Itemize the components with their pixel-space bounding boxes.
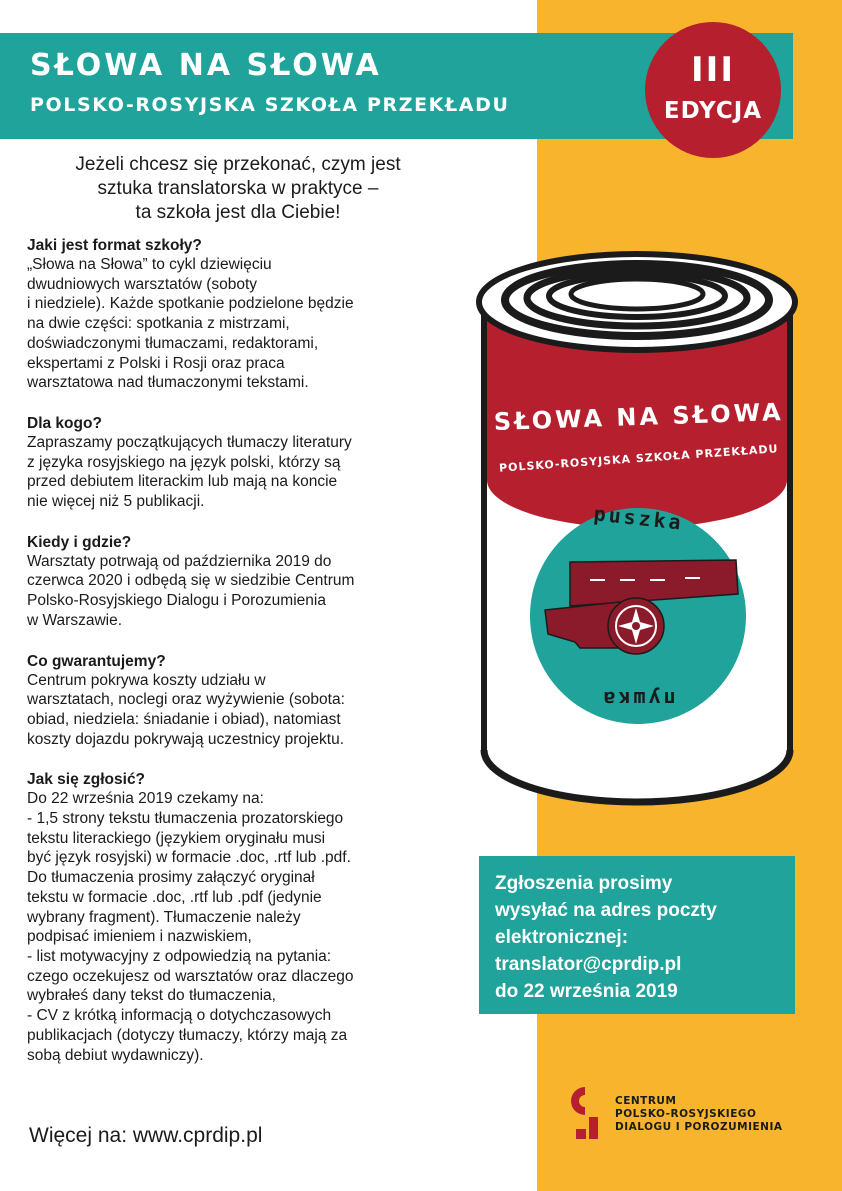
section-line: być język rosyjski) w formacie .doc, .rtf lub .pdf.	[27, 849, 351, 867]
section-when-where	[27, 533, 447, 631]
page-title: SŁOWA NA SŁOWA	[30, 48, 382, 83]
cprdip-logo-icon	[565, 1083, 609, 1143]
more-info-link[interactable]: Więcej na: www.cprdip.pl	[29, 1124, 263, 1147]
page-subtitle: POLSKO-ROSYJSKA SZKOŁA PRZEKŁADU	[30, 94, 510, 116]
section-line: Polsko-Rosyjskiego Dialogu i Porozumienia	[27, 592, 326, 610]
section-line: z języka rosyjskiego na język polski, którzy są	[27, 453, 341, 471]
section-line: czerwca 2020 i odbędą się w siedzibie Centrum	[27, 572, 355, 590]
section-line: publikacjach (dotyczy tłumaczy, którzy mają za	[27, 1026, 348, 1044]
section-line: - 1,5 strony tekstu tłumaczenia prozatorskiego	[27, 810, 344, 828]
intro-line: Jeżeli chcesz się przekonać, czym jest	[75, 154, 401, 175]
section-line: warsztatowa nad tłumaczonymi tekstami.	[27, 374, 309, 392]
intro-line: ta szkoła jest dla Ciebie!	[135, 202, 341, 223]
section-line: Warsztaty potrwają od października 2019 do	[27, 552, 332, 570]
section-line: wybrany fragment). Tłumaczenie należy	[27, 908, 301, 926]
section-line: nie więcej niż 5 publikacji.	[27, 493, 205, 511]
edition-number: III	[691, 50, 735, 90]
section-format	[27, 236, 447, 393]
section-line: dwudniowych warsztatów (soboty	[27, 275, 258, 293]
section-heading: Kiedy i gdzie?	[27, 533, 132, 551]
contact-line: Zgłoszenia prosimy	[495, 873, 673, 894]
section-line: Centrum pokrywa koszty udziału w	[27, 671, 266, 689]
section-line: obiad, niedziela: śniadanie i obiad), natomiast	[27, 710, 341, 728]
contact-line: elektronicznej:	[495, 927, 629, 948]
section-heading: Co gwarantujemy?	[27, 652, 166, 670]
can-label-title: SŁOWA NA SŁOWA	[493, 397, 785, 437]
section-line: - CV z krótką informacją o dotychczasowych	[27, 1007, 332, 1025]
section-line: koszty dojazdu pokrywają uczestnicy projektu.	[27, 730, 345, 748]
section-line: przed debiutem literackim lub mają na koncie	[27, 473, 338, 491]
section-heading: Jak się zgłosić?	[27, 771, 146, 789]
edition-badge	[645, 22, 781, 158]
can-label-subtitle: POLSKO-ROSYJSKA SZKOŁA PRZEKŁADU	[498, 442, 779, 475]
can-illustration	[470, 250, 810, 810]
section-audience	[27, 414, 447, 512]
section-line: warsztatach, noclegi oraz wyżywienie (sobota:	[27, 691, 345, 709]
section-line: czego oczekujesz od warsztatów oraz dlaczego	[27, 967, 354, 985]
intro-text	[28, 153, 448, 225]
logo-text	[615, 1095, 782, 1134]
section-heading: Dla kogo?	[27, 414, 102, 432]
contact-box	[479, 856, 795, 1014]
section-line: tekstu w formacie .doc, .rtf lub .pdf (jedynie	[27, 888, 322, 906]
section-line: „Słowa na Słowa” to cykl dziewięciu	[27, 256, 272, 273]
intro-line: sztuka translatorska w praktyce –	[97, 178, 379, 199]
section-guarantees	[27, 652, 447, 750]
section-how-to-apply	[27, 770, 447, 1065]
logo-line: CENTRUM	[615, 1095, 677, 1107]
section-line: ekspertami z Polski i Rosji oraz praca	[27, 354, 285, 372]
section-line: - list motywacyjny z odpowiedzią na pytania:	[27, 947, 332, 965]
logo-line: DIALOGU I POROZUMIENIA	[615, 1121, 783, 1133]
contact-email-link[interactable]: translator@cprdip.pl	[495, 954, 682, 975]
section-line: Zapraszamy początkujących tłumaczy literatury	[27, 433, 352, 451]
can-word-top: puszka	[592, 501, 685, 535]
contact-deadline: do 22 września 2019	[495, 981, 678, 1002]
logo-line: POLSKO-ROSYJSKIEGO	[615, 1108, 757, 1120]
edition-word: EDYCJA	[663, 98, 763, 124]
info-sections	[27, 236, 447, 1086]
section-line: na dwie części: spotkania z mistrzami,	[27, 315, 290, 333]
contact-line: wysyłać na adres poczty	[495, 900, 717, 921]
section-line: podpisać imieniem i nazwiskiem,	[27, 928, 252, 946]
section-line: sobą debiut wydawniczy).	[27, 1046, 204, 1064]
section-line: w Warszawie.	[27, 611, 123, 629]
section-line: Do 22 września 2019 czekamy na:	[27, 790, 264, 808]
section-line: doświadczonymi tłumaczami, redaktorami,	[27, 334, 319, 352]
section-line: wybrałeś dany tekst do tłumaczenia,	[27, 987, 276, 1005]
section-heading: Jaki jest format szkoły?	[27, 237, 202, 254]
section-line: tekstu literackiego (językiem oryginału musi	[27, 829, 326, 847]
cprdip-logo	[565, 1083, 795, 1143]
section-line: i niedziele). Każde spotkanie podzielone będzie	[27, 295, 354, 313]
section-line: Do tłumaczenia prosimy załączyć oryginał	[27, 869, 315, 887]
can-word-bottom: пушка	[600, 687, 676, 711]
